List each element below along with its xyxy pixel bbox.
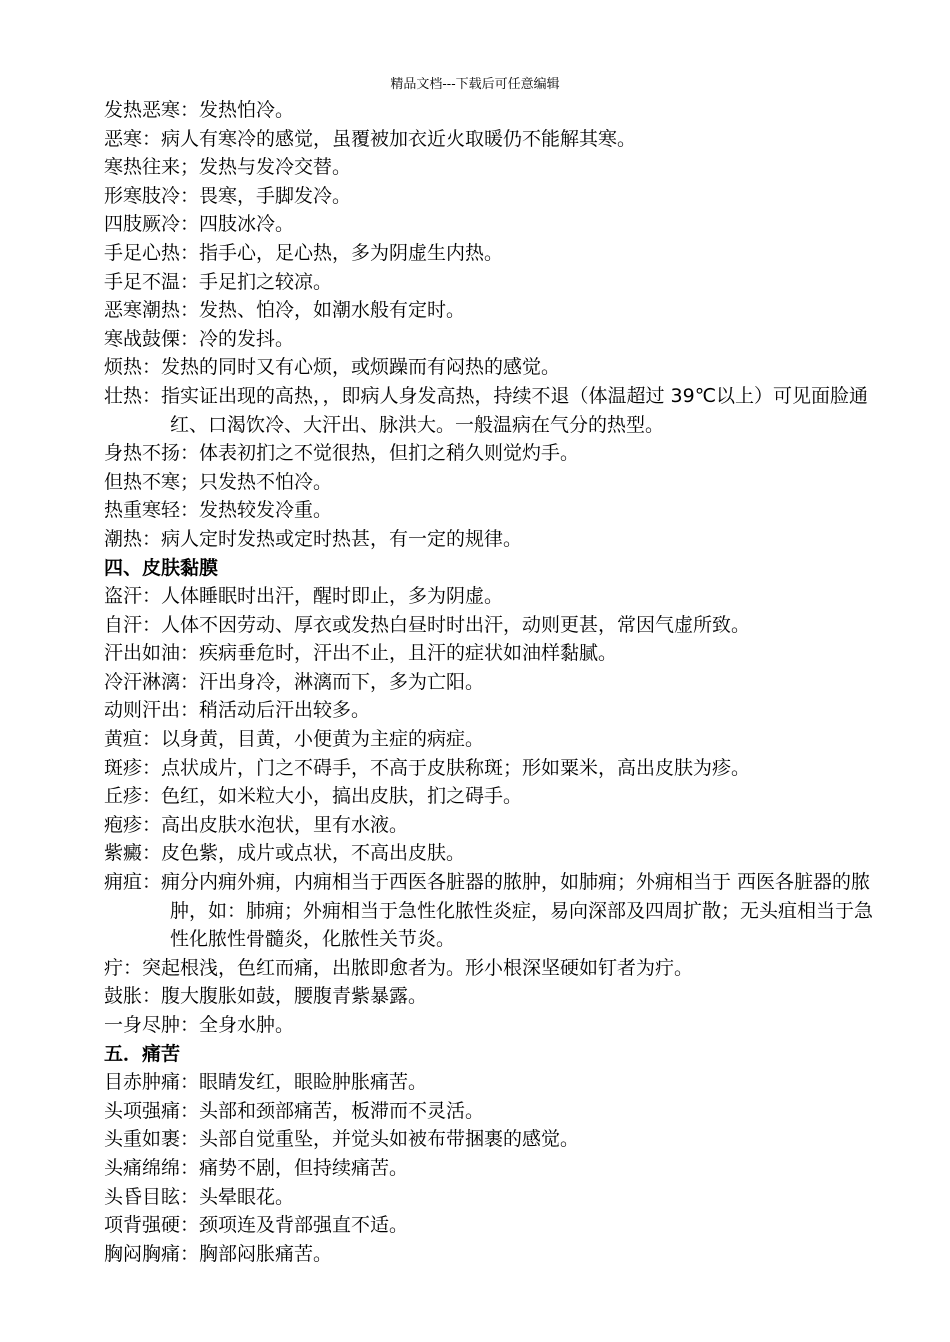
- term-line: 热重寒轻：发热较发冷重。: [104, 499, 333, 522]
- page-header: 精品文档---下载后可任意编辑: [390, 77, 560, 92]
- term-line: 斑疹：点状成片，门之不碍手，不高于皮肤称斑；形如粟米，高出皮肤为疹。: [104, 756, 751, 779]
- term-line: 头重如裹：头部自觉重坠，并觉头如被布带捆裹的感觉。: [104, 1128, 580, 1151]
- term-line: 寒战鼓傈：冷的发抖。: [104, 327, 295, 350]
- term-line: 疔：突起根浅，色红而痛，出脓即愈者为。形小根深坚硬如钉者为疔。: [104, 956, 694, 979]
- term-line: 形寒肢冷：畏寒，手脚发冷。: [104, 184, 352, 207]
- term-line: 胸闷胸痛：胸部闷胀痛苦。: [104, 1242, 333, 1265]
- term-line: 疱疹：高出皮肤水泡状，里有水液。: [104, 813, 409, 836]
- term-line: 手足心热：指手心，足心热，多为阴虚生内热。: [104, 241, 504, 264]
- term-line: 烦热：发热的同时又有心烦，或烦躁而有闷热的感觉。: [104, 356, 561, 379]
- term-line: 潮热：病人定时发热或定时热甚，有一定的规律。: [104, 527, 523, 550]
- term-line: 壮热：指实证出现的高热，，即病人身发高热，持续不退（体温超过 39℃以上）可见面脸通红、口渴饮冷、大汗出、脉洪大。一般温病在气分的热型。: [104, 384, 869, 436]
- term-line: 头痛绵绵：痛势不剧，但持续痛苦。: [104, 1156, 409, 1179]
- term-line: 一身尽肿：全身水肿。: [104, 1014, 295, 1036]
- term-line: 发热恶寒：发热怕冷。: [104, 99, 295, 121]
- term-line: 动则汗出：稍活动后汗出较多。: [104, 699, 371, 722]
- term-line: 汗出如油：疾病垂危时，汗出不止，且汗的症状如油样黏腻。: [104, 642, 618, 665]
- term-line: 自汗：人体不因劳动、厚衣或发热白昼时时出汗，动则更甚，常因气虚所致。: [104, 613, 751, 636]
- term-line: 恶寒潮热：发热、怕冷，如潮水般有定时。: [104, 299, 466, 322]
- term-line: 鼓胀：腹大腹胀如鼓，腰腹青紫暴露。: [104, 985, 428, 1008]
- term-line: 目赤肿痛：眼睛发红，眼睑肿胀痛苦。: [104, 1071, 428, 1094]
- term-line: 手足不温：手足扪之较凉。: [104, 270, 333, 293]
- term-line: 寒热往来；发热与发冷交替。: [104, 156, 352, 179]
- term-line: 头项强痛：头部和颈部痛苦，板滞而不灵活。: [104, 1099, 485, 1122]
- term-line: 黄疸：以身黄，目黄，小便黄为主症的病症。: [104, 728, 485, 751]
- section-heading: 五．痛苦: [104, 1042, 181, 1065]
- term-line: 头昏目眩：头晕眼花。: [104, 1185, 295, 1208]
- term-line: 痈疽：痈分内痈外痈，内痈相当于西医各脏器的脓肿，如肺痈；外痈相当于 西医各脏器的脓肿，如：肺痈；外痈相当于急性化脓性炎症，易向深部及四周扩散；无头疽相当于急性化脓性骨髓炎，化脓性关节炎。: [104, 871, 874, 951]
- term-line: 紫癜：皮色紫，成片或点状，不高出皮肤。: [104, 842, 466, 865]
- term-line: 但热不寒；只发热不怕冷。: [104, 470, 333, 493]
- term-line: 盗汗：人体睡眠时出汗，醒时即止，多为阴虚。: [104, 585, 504, 608]
- section-heading: 四、皮肤黏膜: [104, 556, 219, 579]
- term-line: 冷汗淋漓：汗出身冷，淋漓而下，多为亡阳。: [104, 670, 485, 693]
- term-line: 丘疹：色红，如米粒大小，搞出皮肤，扪之碍手。: [104, 785, 523, 808]
- document-body: [104, 96, 880, 1268]
- term-line: 四肢厥冷：四肢冰冷。: [104, 213, 295, 236]
- term-line: 恶寒：病人有寒冷的感觉，虽覆被加衣近火取暖仍不能解其寒。: [104, 127, 637, 150]
- term-line: 身热不扬：体表初扪之不觉很热，但扪之稍久则觉灼手。: [104, 442, 580, 465]
- term-line: 项背强硬：颈项连及背部强直不适。: [104, 1214, 409, 1237]
